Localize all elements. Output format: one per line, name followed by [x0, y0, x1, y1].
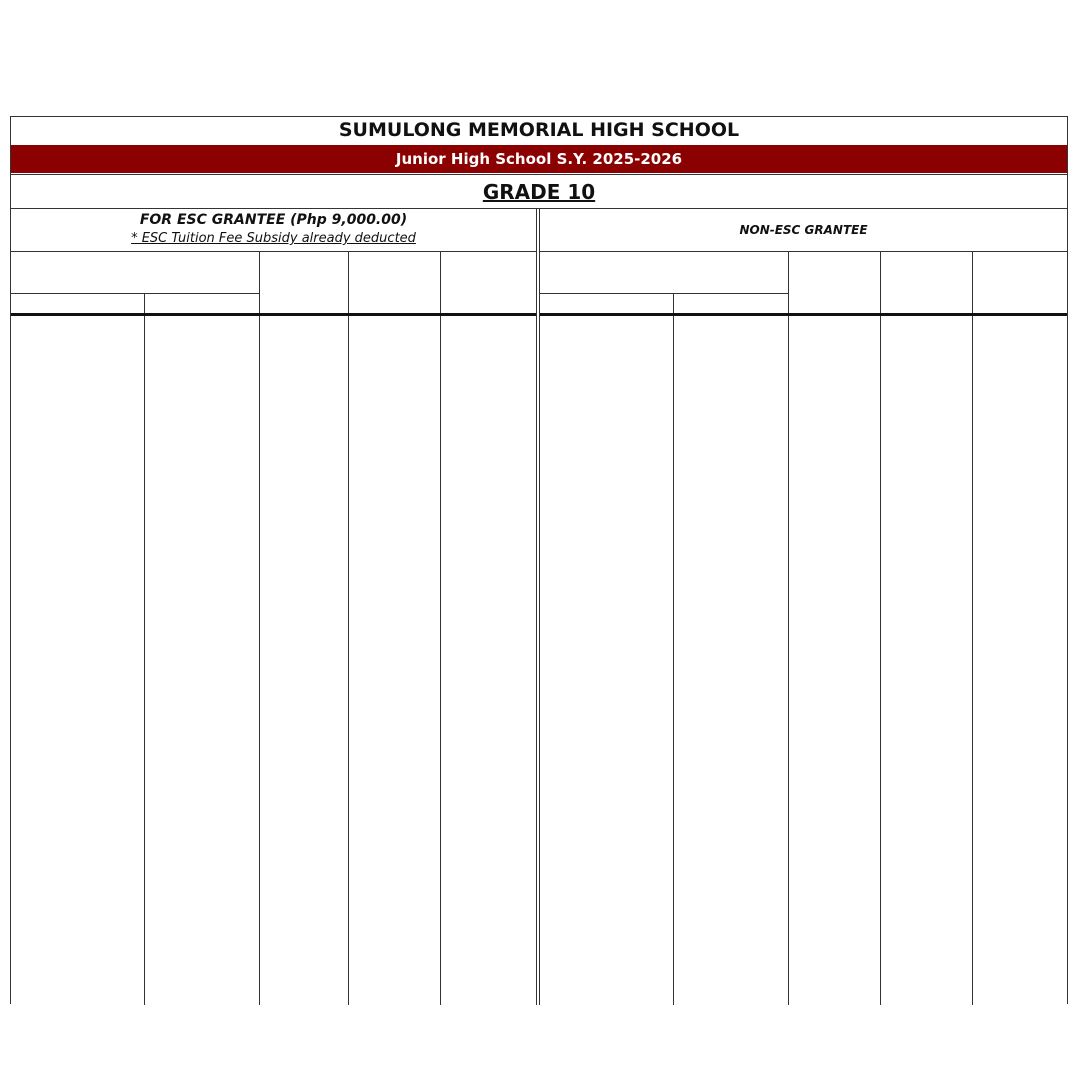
- esc-section-header: [11, 209, 536, 252]
- header-divider: [540, 293, 788, 294]
- column-divider: [259, 252, 260, 1005]
- esc-title: FOR ESC GRANTEE (Php 9,000.00): [139, 212, 408, 228]
- non-esc-section-header: [540, 209, 1067, 252]
- non-esc-title: NON-ESC GRANTEE: [739, 223, 868, 237]
- header-rule: [11, 313, 536, 316]
- grade-title: GRADE 10: [11, 174, 1067, 209]
- school-name: SUMULONG MEMORIAL HIGH SCHOOL: [338, 119, 740, 141]
- school-year-banner: Junior High School S.Y. 2025-2026: [11, 145, 1067, 173]
- column-divider: [673, 293, 674, 1005]
- side-divider: [539, 209, 540, 1005]
- column-divider: [880, 252, 881, 1005]
- header-rule: [540, 313, 1067, 316]
- column-divider: [972, 252, 973, 1005]
- column-divider: [788, 252, 789, 1005]
- header-divider: [11, 293, 259, 294]
- column-divider: [144, 293, 145, 1005]
- side-divider: [536, 209, 537, 1005]
- column-divider: [440, 252, 441, 1005]
- esc-note: * ESC Tuition Fee Subsidy already deducted: [131, 231, 416, 246]
- column-divider: [348, 252, 349, 1005]
- fee-schedule-sheet: [10, 116, 1068, 1004]
